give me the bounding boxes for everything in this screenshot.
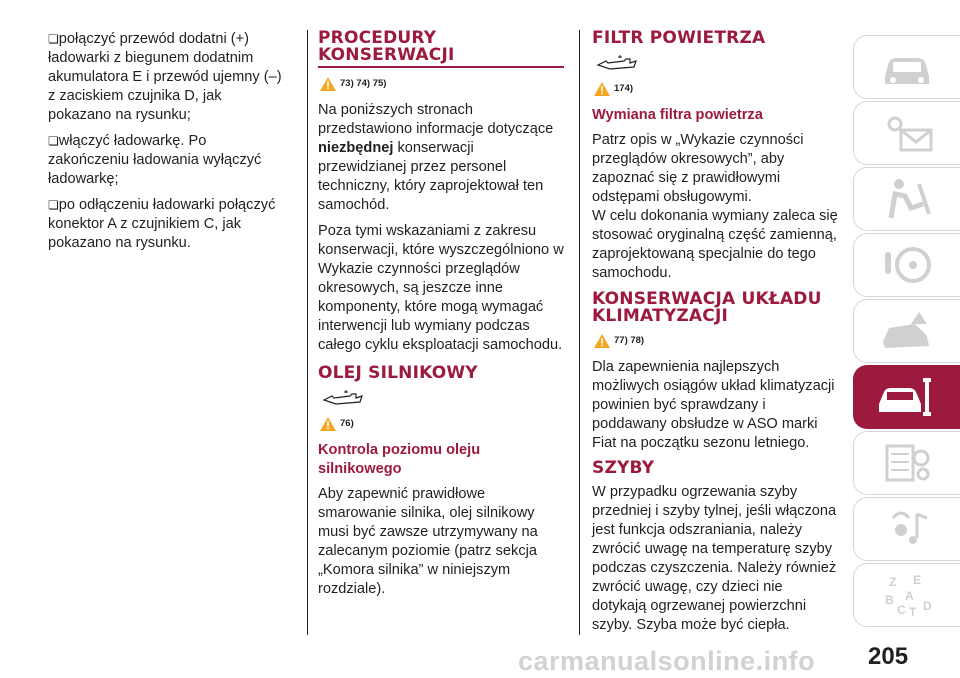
oil-can-icon [596,53,638,73]
car-maintenance-icon [875,372,939,422]
section-heading-ac-maintenance: KONSERWACJA UKŁADU KLIMATYZACJI [592,289,822,326]
warning-triangle-icon [594,82,610,96]
index-letter: Z [889,575,897,589]
warning-reference: 77) 78) [594,331,840,350]
tab-starting-driving[interactable] [853,233,960,297]
watermark: carmanualsonline.info [518,646,816,676]
section-heading-windows: SZYBY [592,458,655,478]
column-2 [318,30,564,606]
paragraph: W przypadku ogrzewania szyby przedniej i szyby tylnej, jeśli włączona jest funkcja odszraniania, należy zwrócić uwagę na temperaturę szyby podczas czyszczenia. Należy również zwrócić uwagę, czy dzieci nie dotykają ogrzewanej powierzchni szyby. Szyba może być ciepła. [592,484,837,633]
section-heading-maintenance: PROCEDURY KONSERWACJI [318,30,564,68]
index-letter: B [885,593,894,607]
paragraph: Dla zapewnienia najlepszych możliwych osiągów układ klimatyzacji powinien być sprawdzany i poddawany obsłudze w ASO marki Fiat na początku sezonu letniego. [592,359,835,451]
index-letter: E [913,573,922,587]
section-heading-engine-oil: OLEJ SILNIKOWY [318,363,478,383]
column-1 [48,30,288,260]
index-letter: C [897,603,906,617]
paragraph: Aby zapewnić prawidłowe smarowanie silnika, olej silnikowy musi być zawsze utrzymywany na zalecanym poziomie (patrz sekcja „Komora silnika” w niniejszym rozdziale). [318,486,538,597]
section-heading-air-filter: FILTR POWIETRZA [592,28,766,48]
accident-icon [875,306,939,356]
paragraph: Poza tymi wskazaniami z zakresu konserwacji, które wyszczególniono w Wykazie czynności przeglądów okresowych, są jeszcze inne komponenty, które mogą wymagać interwencji lub wymiany podczas całego cyklu eksploatacji samochodu. [318,223,564,353]
tab-emergency[interactable] [853,299,960,363]
checkbox-bullet-icon: ❏ [48,32,59,46]
chapter-tabs [853,35,960,629]
column-divider [579,30,580,635]
index-letter: D [923,599,932,613]
page-number: 205 [868,643,909,670]
tab-maintenance[interactable] [853,365,960,429]
tab-warning-lights[interactable] [853,101,960,165]
tab-dashboard[interactable] [853,35,960,99]
multimedia-icon [875,504,939,554]
warning-triangle-icon [320,77,336,91]
subheading-air-filter-replacement: Wymiana filtra powietrza [592,107,763,123]
technical-data-icon [875,438,939,488]
checkbox-bullet-icon: ❏ [48,134,59,148]
warning-reference: 174) [594,79,840,98]
paragraph: Patrz opis w „Wykazie czynności przeglądów okresowych”, aby zapoznać się z prawidłowymi odstępami obsługowymi. [592,132,804,205]
checkbox-bullet-icon: ❏ [48,198,59,212]
warning-reference: 76) [320,414,564,433]
warning-triangle-icon [594,334,610,348]
tab-technical-data[interactable] [853,431,960,495]
paragraph: W celu dokonania wymiany zaleca się stosować oryginalną część zamienną, zaprojektowaną specjalnie do tego samochodu. [592,208,838,281]
tab-multimedia[interactable] [853,497,960,561]
list-item: ❏włączyć ładowarkę. Po zakończeniu ładowania wyłączyć ładowarkę; [48,133,262,187]
warning-reference: 73) 74) 75) [320,74,564,93]
car-dashboard-icon [875,42,939,92]
index-icon [875,570,939,620]
tab-index[interactable] [853,563,960,627]
list-item: ❏po odłączeniu ładowarki połączyć konektor A z czujnikiem C, jak pokazano na rysunku. [48,197,276,251]
index-letter: A [905,589,914,603]
column-3 [592,30,840,642]
oil-can-icon [322,388,364,408]
list-item: ❏połączyć przewód dodatni (+) ładowarki z biegunem dodatnim akumulatora E i przewód ujemny (–) z zaciskiem czujnika D, jak pokazano na rysunku; [48,31,282,123]
steering-wheel-icon [875,240,939,290]
subheading-oil-level: Kontrola poziomu oleju silnikowego [318,442,481,477]
safety-airbag-icon [875,174,939,224]
column-divider [307,30,308,635]
intro-paragraph: Na poniższych stronach przedstawiono informacje dotyczące niezbędnej konserwacji przewidzianej przez personel techniczny, który zaprojektował ten samochód. [318,102,554,213]
warning-triangle-icon [320,417,336,431]
index-letter: T [909,605,917,619]
tab-safety[interactable] [853,167,960,231]
warning-lights-icon [875,108,939,158]
